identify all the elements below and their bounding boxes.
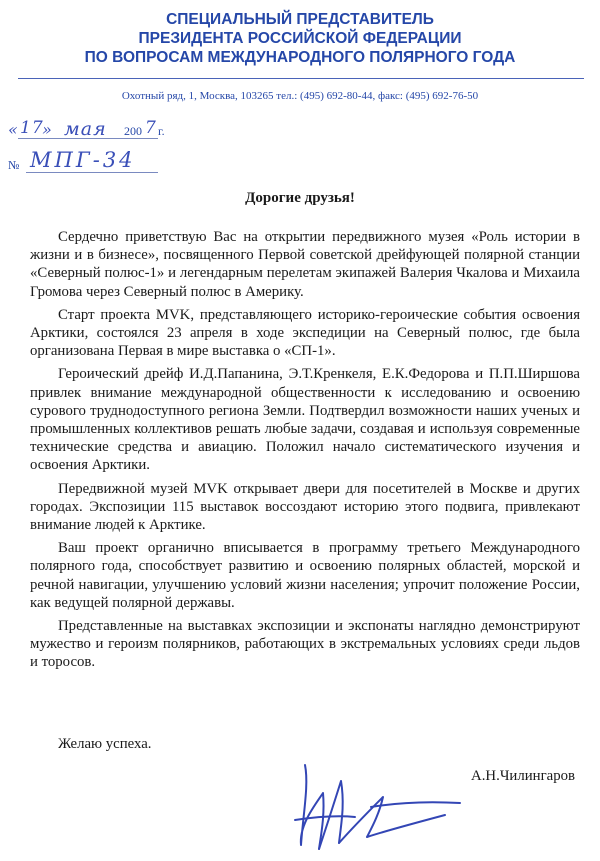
date-year-label: г.	[158, 124, 165, 138]
letterhead-line-2: ПРЕЗИДЕНТА РОССИЙСКОЙ ФЕДЕРАЦИИ	[138, 30, 462, 47]
date-close-quote: »	[42, 120, 53, 139]
signatory-name: А.Н.Чилингаров	[471, 768, 575, 784]
paragraph: Ваш проект органично вписывается в программу третьего Международного полярного года, способствует развитию и освоению полярных областей, морской и речной навигации, улучшению условий жизни населения; упрочит положение России, как ведущей полярной державы.	[30, 540, 580, 611]
date-underline	[18, 138, 158, 139]
date-year-prefix: 200	[124, 124, 142, 138]
letterhead-line-3: ПО ВОПРОСАМ МЕЖДУНАРОДНОГО ПОЛЯРНОГО ГОДА	[84, 49, 516, 66]
reference-number-line	[8, 148, 208, 174]
number-label: №	[8, 158, 20, 172]
date-open-quote: «	[8, 120, 19, 139]
letterhead	[0, 10, 600, 67]
paragraph: Сердечно приветствую Вас на открытии передвижного музея «Роль истории в жизни и в бизнесе», посвященного Первой советской дрейфующей полярной станции «Северный полюс-1» и легендарным перелетам экипажей Валерия Чкалова и Михаила Громова через Северный полюс в Америку.	[30, 229, 580, 300]
letterhead-contacts: Охотный ряд, 1, Москва, 103265 тел.: (495) 692-80-44, факс: (495) 692-76-50	[121, 90, 479, 102]
handwritten-signature	[275, 745, 475, 855]
date-year-suffix: 7	[145, 118, 157, 138]
letterhead-divider-top	[18, 78, 584, 79]
date-line	[8, 118, 208, 142]
number-underline	[26, 172, 158, 173]
paragraph: Старт проекта MVK, представляющего историко-героические события освоения Арктики, состоялся 23 апреля в ходе экспедиции на Северный полюс, где была организована Первая в мире выставка о «СП-1».	[30, 306, 580, 360]
letter-body	[30, 228, 580, 677]
paragraph: Героический дрейф И.Д.Папанина, Э.Т.Кренкеля, Е.К.Федорова и П.П.Ширшова привлек внимание международной общественности к исследованию и освоению сурового труднодоступного региона Земли. Подтвердил возможности наших ученых и промышленных коллективов решать любые задачи, создавая и используя современные технические средства и авиацию. Положил начало систематического изучения и освоения Арктики.	[30, 366, 580, 474]
date-day: 17	[20, 118, 44, 138]
letterhead-line-1: СПЕЦИАЛЬНЫЙ ПРЕДСТАВИТЕЛЬ	[166, 11, 434, 28]
closing-line: Желаю успеха.	[58, 736, 152, 752]
greeting: Дорогие друзья!	[245, 190, 355, 206]
date-month: мая	[64, 118, 107, 140]
reference-number: МПГ-34	[30, 148, 136, 172]
paragraph: Представленные на выставках экспозиции и экспонаты наглядно демонстрируют мужество и героизм полярников, работающих в экстремальных условиях среди льдов и торосов.	[30, 618, 580, 671]
paragraph: Передвижной музей MVK открывает двери для посетителей в Москве и других городах. Экспозиции 115 выставок воссоздают историю этого подвига, привлекают внимание людей к Арктике.	[30, 480, 580, 534]
